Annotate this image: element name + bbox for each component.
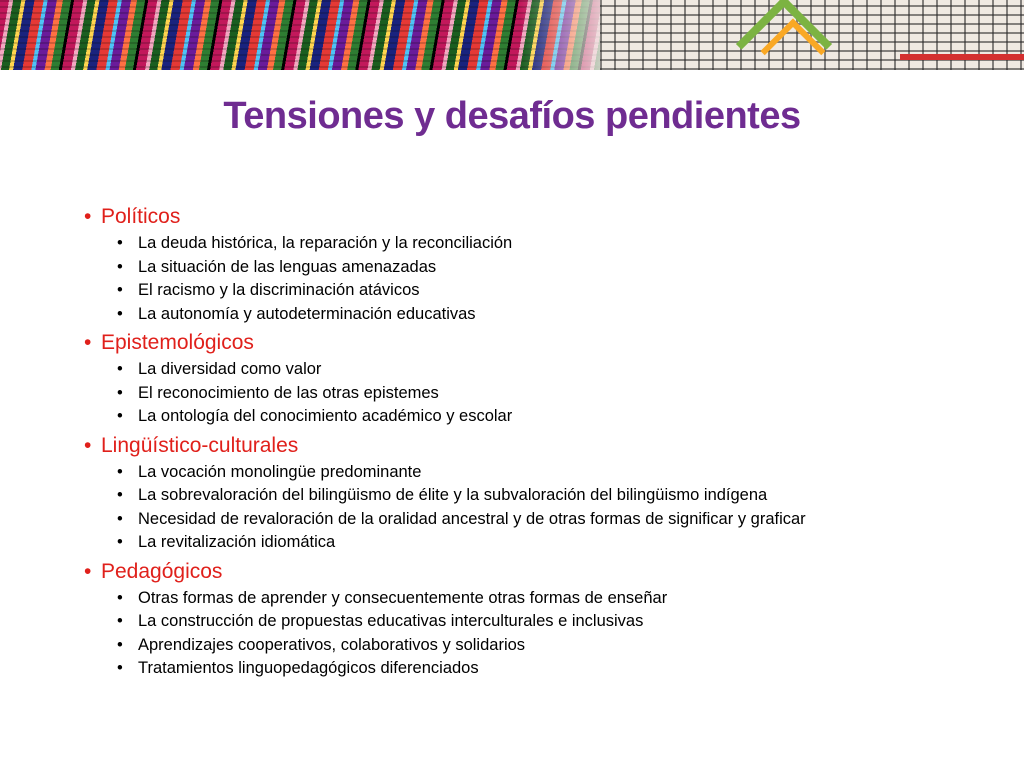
slide-title: Tensiones y desafíos pendientes [223,95,801,137]
textile-banner-image [0,0,1024,70]
list-item: • Aprendizajes cooperativos, colaborativos y solidarios [84,634,984,658]
section-title: • Pedagógicos [84,559,984,585]
list-item: • La deuda histórica, la reparación y la reconciliación [84,232,984,256]
list-item: • Necesidad de revaloración de la oralidad ancestral y de otras formas de significar y graficar [84,508,984,532]
list-item: • La construcción de propuestas educativas interculturales e inclusivas [84,610,984,634]
section-politicos [84,204,984,326]
list-item: • La sobrevaloración del bilingüismo de élite y la subvaloración del bilingüismo indígena [84,484,984,508]
list-item: • La vocación monolingüe predominante [84,461,984,485]
sub-bullet-list [84,461,984,555]
list-item: • La diversidad como valor [84,358,984,382]
sub-bullet-list [84,587,984,681]
list-item: • El racismo y la discriminación atávicos [84,279,984,303]
section-title: • Políticos [84,204,984,230]
section-pedagogicos [84,559,984,681]
list-item: • El reconocimiento de las otras epistemes [84,382,984,406]
list-item: • Tratamientos linguopedagógicos diferenciados [84,657,984,681]
geometric-textile-pattern [600,0,1024,70]
sub-bullet-list [84,232,984,326]
bullet-list [84,204,984,685]
section-epistemologicos [84,330,984,429]
red-stripe-shape [900,54,1024,60]
sub-bullet-list [84,358,984,429]
section-linguistico-culturales [84,433,984,555]
section-title: • Epistemológicos [84,330,984,356]
list-item: • Otras formas de aprender y consecuentemente otras formas de enseñar [84,587,984,611]
list-item: • La situación de las lenguas amenazadas [84,256,984,280]
list-item: • La ontología del conocimiento académico y escolar [84,405,984,429]
woven-textile-pattern [0,0,600,70]
list-item: • La revitalización idiomática [84,531,984,555]
section-title: • Lingüístico-culturales [84,433,984,459]
list-item: • La autonomía y autodeterminación educativas [84,303,984,327]
